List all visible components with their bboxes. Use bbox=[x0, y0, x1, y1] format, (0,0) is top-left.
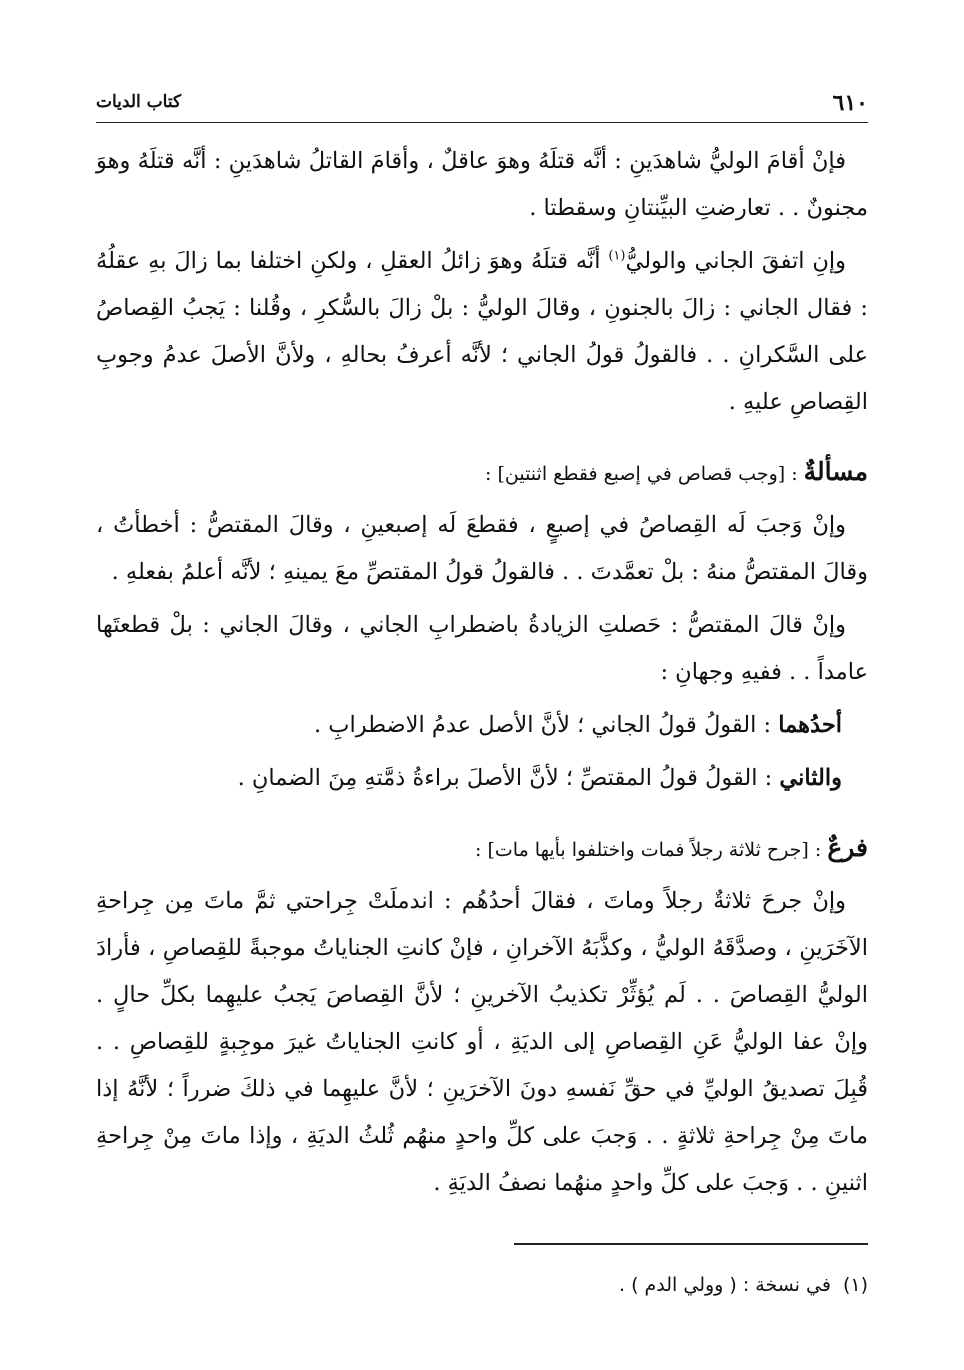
paragraph-text: وإنْ قالَ المقتصُّ : حَصلتِ الزيادةُ باضطرابِ الجاني ، وقالَ الجاني : بلْ قطعتَها عامداً . . ففيهِ وجهانِ : bbox=[96, 612, 868, 685]
heading-title: : [جرح ثلاثة رجلاً فمات واختلفوا بأيها مات] : bbox=[475, 839, 828, 861]
paragraph-text: وإنْ وَجبَ لَه القِصاصُ في إصبعٍ ، فقطعَ لَه إصبعينِ ، وقالَ المقتصُّ : أخطأتُ ، وقالَ المقتصُّ منهُ : بلْ تعمَّدتَ . . فالقولُ قولُ المقتصِّ معَ يمينهِ ؛ لأنَّه أعلمُ بفعلهِ . bbox=[96, 512, 868, 585]
paragraph-text: وإنِ اتفقَ الجاني والوليُّ bbox=[625, 248, 846, 274]
heading-word: مسألةٌ bbox=[803, 457, 868, 486]
opinion-text: : القولُ قولُ الجاني ؛ لأنَّ الأصل عدمُ الاضطرابِ . bbox=[313, 712, 779, 738]
section-heading-far bbox=[96, 824, 868, 874]
paragraph-text: فإنْ أقامَ الوليُّ شاهدَينِ : أنَّه قتلَهُ وهوَ عاقلٌ ، وأقامَ القاتلُ شاهدَينِ : أنَّه قتلَهُ وهوَ مجنونٌ . . تعارضتِ البيِّنتانِ وسقطتا . bbox=[96, 148, 868, 221]
opinion-second bbox=[96, 755, 868, 802]
book-title: كتاب الديات bbox=[96, 92, 182, 112]
footnote-number: (١) bbox=[842, 1274, 868, 1296]
footnote-text: في نسخة : ( وولي الدم ) . bbox=[619, 1274, 831, 1296]
opinion-text: : القولُ قولُ المقتصِّ ؛ لأنَّ الأصلَ براءةُ ذمَّتهِ مِنَ الضمانِ . bbox=[237, 765, 780, 791]
footnote bbox=[96, 1274, 868, 1296]
paragraph-2 bbox=[96, 238, 868, 426]
opinion-lead: أحدُهما bbox=[778, 712, 842, 738]
section-heading-masala bbox=[96, 448, 868, 498]
opinion-first bbox=[96, 702, 868, 749]
heading-title: : [وجب قصاص في إصبع فقطع اثنتين] : bbox=[485, 463, 804, 485]
paragraph-text: وإنْ جرحَ ثلاثةٌ رجلاً وماتَ ، فقالَ أحدُهُم : اندملَتْ جِراحتي ثمَّ ماتَ مِن جِراحةِ الآخَرَينِ ، وصدَّقَهُ الوليُّ ، وكذَّبَهُ الآخرانِ ، فإنْ كانتِ الجناياتُ موجبةً للقِصاصِ ، فأرادَ الوليُّ القِصاصَ . . لَم يُؤثِّرْ تكذيبُ الآخرينِ ؛ لأنَّ القِصاصَ يَجبُ عليهِما بكلِّ حالٍ . وإنْ عفا الوليُّ عَنِ القِصاصِ إلى الديَةِ ، أو كانتِ الجناياتُ غيرَ موجِبةٍ للقِصاصِ . . قُبِلَ تصديقُ الوليِّ في حقِّ نَفسهِ دونَ الآخرَينِ ؛ لأنَّ عليهِما في ذلكَ ضرراً ؛ لأنَّهُ إذا ماتَ مِنْ جِراحةِ ثلاثةٍ . . وَجبَ على كلِّ واحدٍ منهُم ثُلثُ الديَةِ ، وإذا ماتَ مِنْ جِراحةِ اثنينِ . . وَجبَ على كلِّ واحدٍ منهُما نصفُ الديَةِ . bbox=[96, 888, 868, 1196]
heading-word: فرعٌ bbox=[827, 833, 868, 862]
paragraph-3 bbox=[96, 502, 868, 596]
page-number: ٦١٠ bbox=[832, 90, 868, 116]
paragraph-7 bbox=[96, 878, 868, 1207]
opinion-lead: والثاني bbox=[779, 765, 842, 791]
page-header bbox=[96, 88, 868, 123]
footnote-reference: (١) bbox=[608, 248, 626, 264]
page-body bbox=[96, 138, 868, 1213]
paragraph-4 bbox=[96, 602, 868, 696]
paragraph-1 bbox=[96, 138, 868, 232]
paragraph-text: أنَّه قتلَهُ وهوَ زائلُ العقلِ ، ولكنِ اختلفا بما زالَ بهِ عقلُهُ : فقال الجاني : زالَ بالجنونِ ، وقالَ الوليُّ : بلْ زالَ بالسُّكرِ ، وقُلنا : يَجبُ القِصاصُ على السَّكرانِ . . فالقولُ قولُ الجاني ؛ لأنَّه أعرفُ بحالهِ ، ولأنَّ الأصلَ عدمُ وجوبِ القِصاصِ عليهِ . bbox=[96, 248, 868, 415]
footnote-divider bbox=[514, 1243, 868, 1245]
